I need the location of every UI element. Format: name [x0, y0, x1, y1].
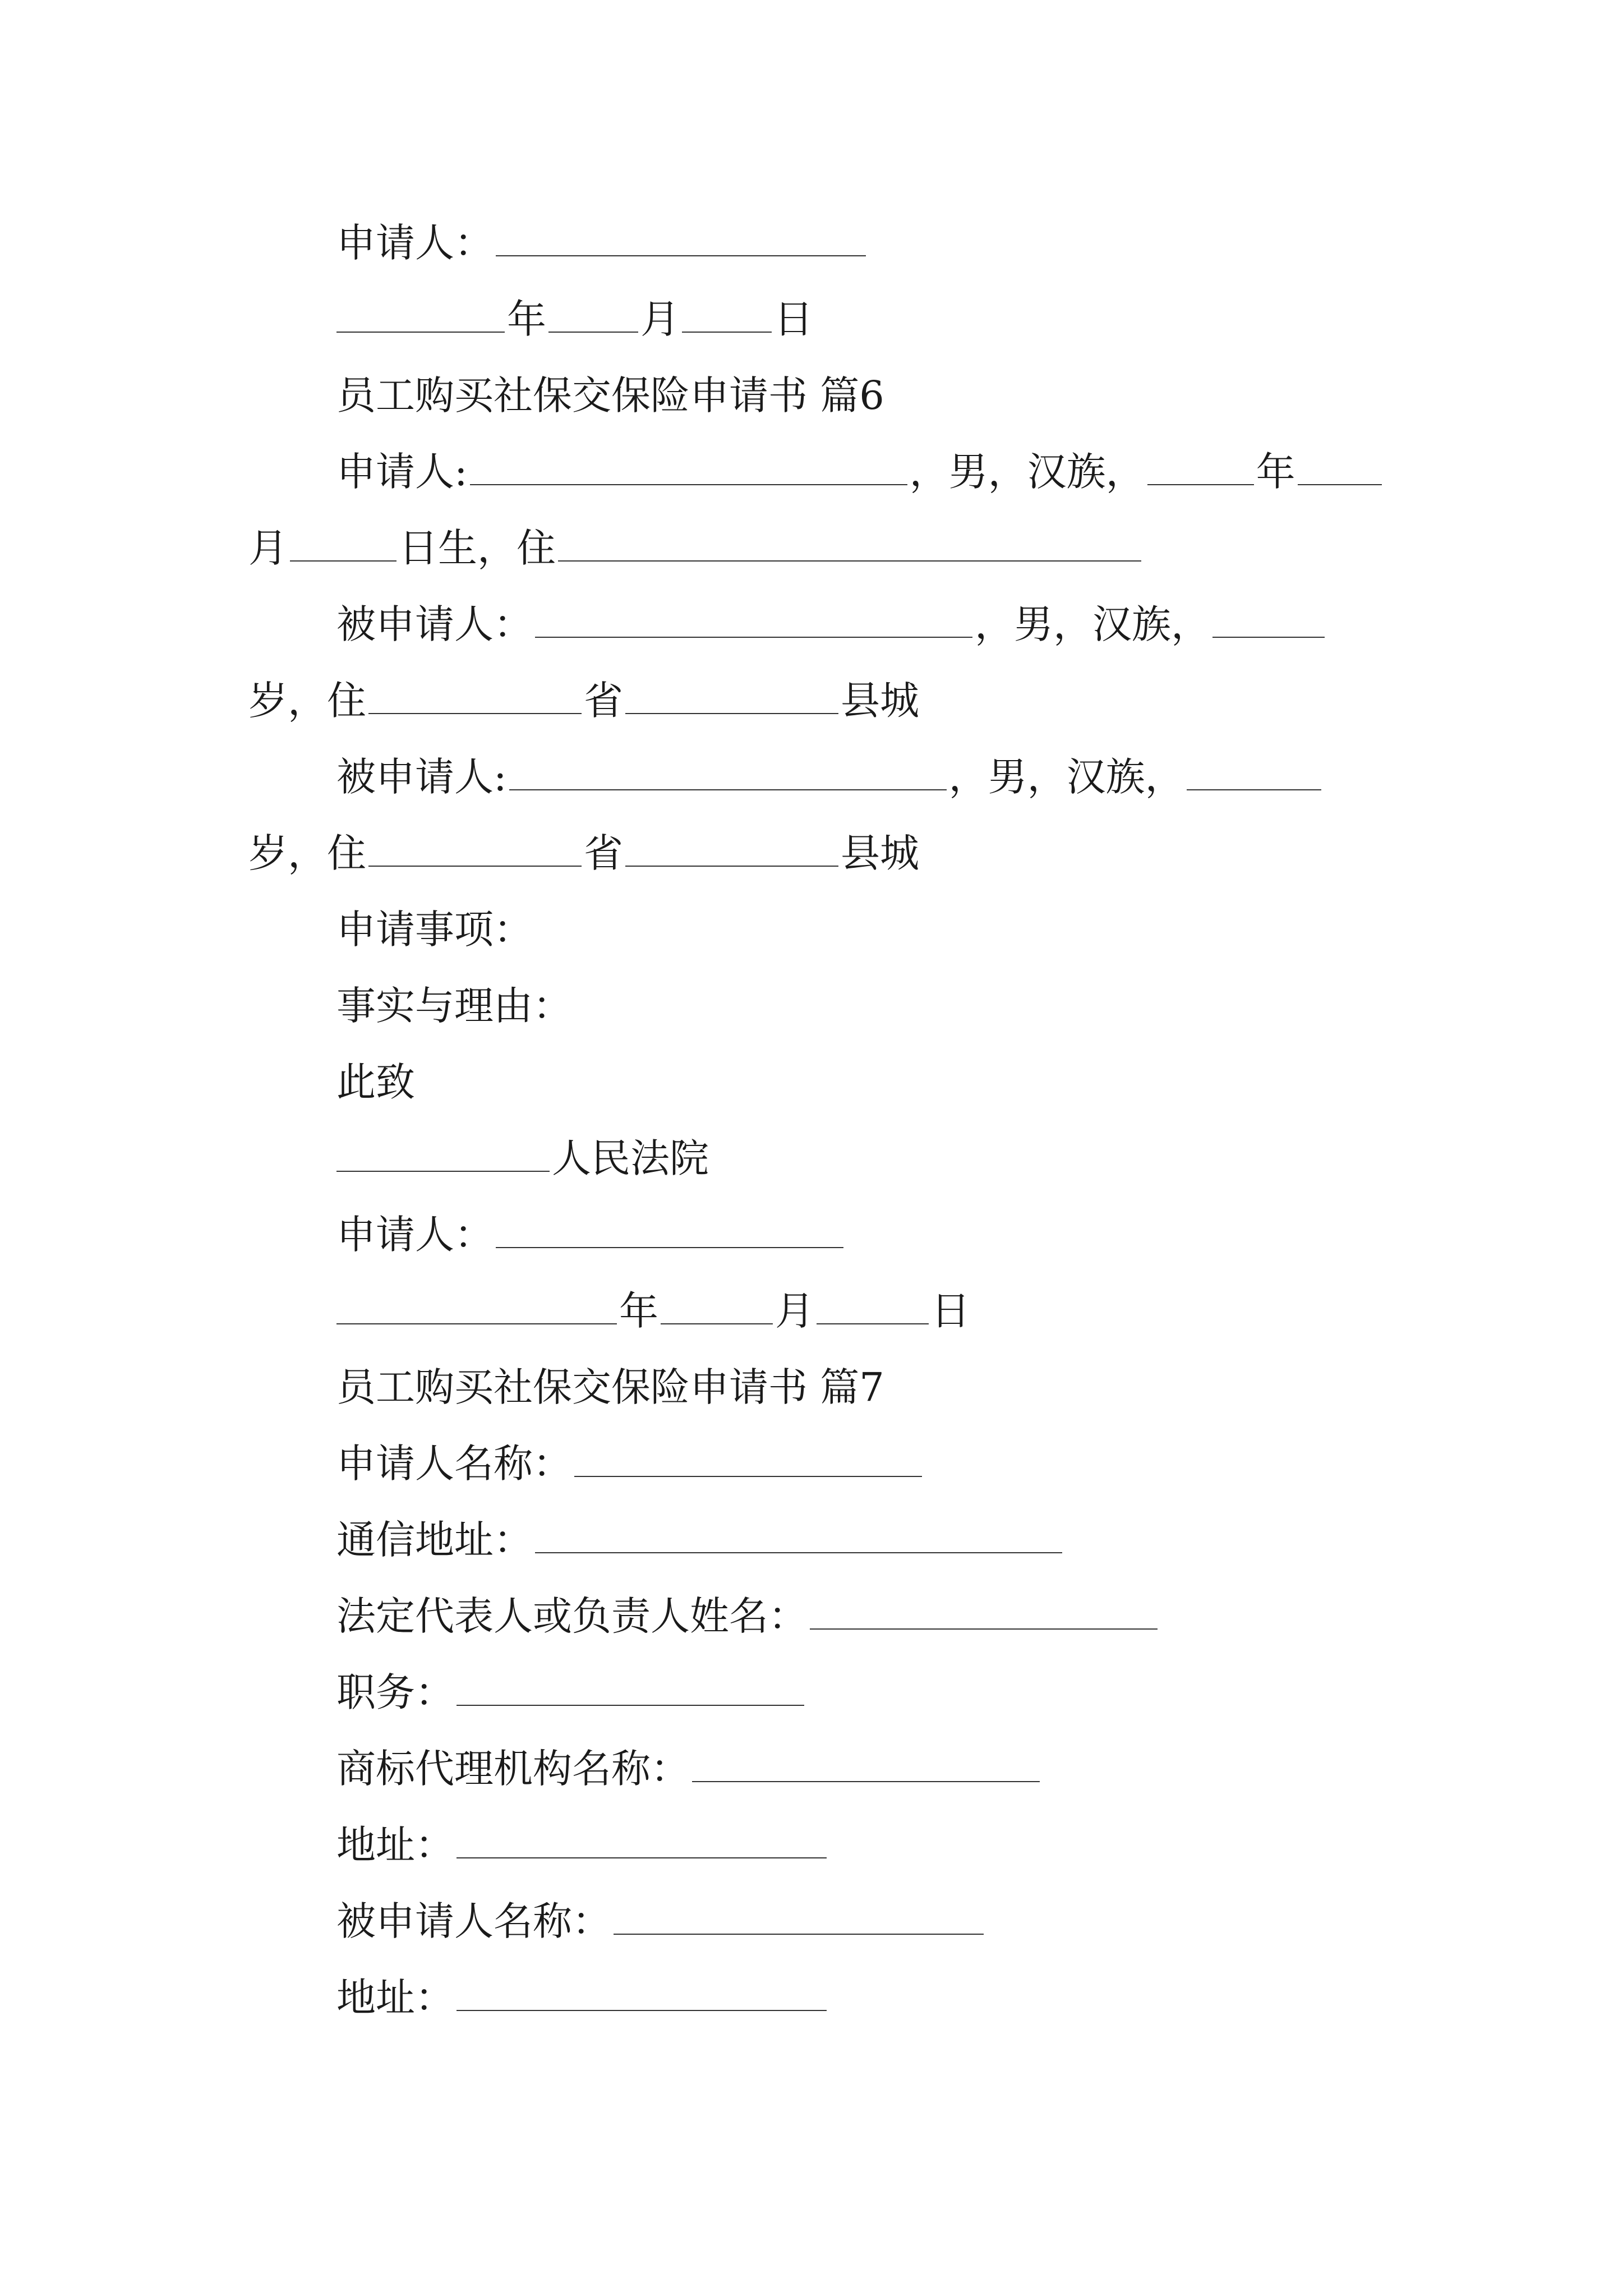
s6-respondent2-blank[interactable] [509, 754, 947, 790]
s6-applicant-label: 申请人: [336, 449, 468, 495]
s6-province-label: 省 [584, 678, 623, 724]
s6-facts: 事实与理由： [336, 983, 572, 1029]
s6-respondent-label: 被申请人： [336, 601, 533, 647]
s6-county-blank[interactable] [625, 678, 838, 714]
s7-position-blank[interactable] [457, 1670, 804, 1706]
s6-age-live-2: 岁，住 [248, 830, 366, 876]
s6-year-label: 年 [1256, 449, 1295, 495]
month-blank[interactable] [548, 297, 638, 333]
s6-age-live: 岁，住 [248, 678, 366, 724]
s7-respondent-address-blank[interactable] [457, 1975, 827, 2011]
day-label: 日 [774, 296, 813, 342]
s7-address-label: 通信地址： [336, 1517, 533, 1563]
s6-respondent-male-ethnic: ，男，汉族， [975, 601, 1210, 647]
s6-sign-label: 申请人： [336, 1212, 494, 1258]
s6-month-trail-blank[interactable] [1298, 449, 1382, 485]
s6-respondent-line [336, 599, 1327, 650]
s6-province-blank-2[interactable] [368, 831, 582, 867]
s7-respondent-name-blank[interactable] [614, 1899, 984, 1935]
year-blank[interactable] [336, 297, 505, 333]
s7-agency-name-blank[interactable] [692, 1746, 1040, 1782]
s6-male-ethnic: ，男，汉族， [909, 449, 1145, 495]
date-line [336, 294, 813, 344]
s6-province-label-2: 省 [584, 830, 623, 876]
s6-year-blank[interactable] [1147, 449, 1254, 485]
s7-agency-address-label: 地址： [336, 1822, 454, 1868]
s7-applicant-name-blank[interactable] [574, 1441, 922, 1477]
s7-position-line [336, 1667, 806, 1718]
day-blank[interactable] [682, 297, 772, 333]
s6-county-label: 县城 [841, 678, 919, 724]
s6-day-blank[interactable] [290, 526, 396, 562]
s6-date-day-blank[interactable] [817, 1289, 929, 1324]
s6-date-month-label: 月 [775, 1288, 814, 1334]
s6-matters: 申请事项： [336, 907, 533, 953]
s6-date-month-blank[interactable] [661, 1289, 773, 1324]
s7-legal-rep-blank[interactable] [810, 1594, 1158, 1630]
section7-heading: 员工购买社保交保险申请书 篇7 [336, 1364, 884, 1410]
s6-court-blank[interactable] [336, 1136, 550, 1172]
s6-province-blank[interactable] [368, 678, 582, 714]
s6-respondent2-age-blank[interactable] [1187, 754, 1321, 790]
s6-respondent2-male-ethnic: ，男，汉族， [948, 754, 1184, 800]
s7-respondent-name-label: 被申请人名称： [336, 1898, 611, 1944]
s7-agency-address-line [336, 1820, 829, 1870]
applicant-line [336, 218, 868, 268]
applicant-label: 申请人： [336, 220, 494, 266]
s6-respondent2-line [336, 752, 1324, 802]
s7-agency-address-blank[interactable] [457, 1823, 827, 1858]
year-label: 年 [507, 296, 546, 342]
s7-applicant-name-line [336, 1438, 924, 1489]
s6-address-blank[interactable] [558, 526, 1141, 562]
s7-legal-rep-line [336, 1591, 1160, 1641]
s6-respondent-age-blank[interactable] [1212, 602, 1325, 638]
s7-position-label: 职务： [336, 1669, 454, 1715]
s6-month-label: 月 [248, 525, 288, 571]
s7-legal-rep-label: 法定代表人或负责人姓名： [336, 1593, 808, 1639]
s7-agency-name-label: 商标代理机构名称： [336, 1746, 690, 1792]
s6-date-year-blank[interactable] [336, 1289, 617, 1324]
s6-court-label: 人民法院 [552, 1135, 709, 1181]
s6-county-label-2: 县城 [841, 830, 919, 876]
s6-date-line [336, 1286, 970, 1336]
s7-applicant-name-label: 申请人名称： [336, 1441, 572, 1487]
s6-applicant-blank[interactable] [470, 449, 907, 485]
s6-salutation: 此致 [336, 1059, 415, 1105]
s6-applicant-line [336, 447, 1384, 497]
s6-respondent-address-line [248, 675, 919, 726]
s6-date-day-label: 日 [931, 1288, 970, 1334]
s6-sign-blank[interactable] [496, 1212, 843, 1248]
s6-court-line [336, 1133, 709, 1184]
s7-address-line [336, 1515, 1064, 1565]
s6-respondent2-address-line [248, 828, 919, 878]
s7-address-blank[interactable] [535, 1517, 1062, 1553]
s7-respondent-address-label: 地址： [336, 1975, 454, 2021]
s6-birth-line [248, 523, 1144, 573]
s7-respondent-name-line [336, 1896, 986, 1947]
month-label: 月 [640, 296, 680, 342]
s7-agency-name-line [336, 1743, 1042, 1794]
s6-respondent2-label: 被申请人: [336, 754, 507, 800]
applicant-blank[interactable] [496, 220, 866, 256]
s6-date-year-label: 年 [619, 1288, 658, 1334]
s6-sign-line [336, 1209, 846, 1260]
s7-respondent-address-line [336, 1972, 829, 2023]
s6-respondent-blank[interactable] [535, 602, 972, 638]
s6-born-live: 日生，住 [399, 525, 556, 571]
section6-heading: 员工购买社保交保险申请书 篇6 [336, 372, 884, 418]
s6-county-blank-2[interactable] [625, 831, 838, 867]
